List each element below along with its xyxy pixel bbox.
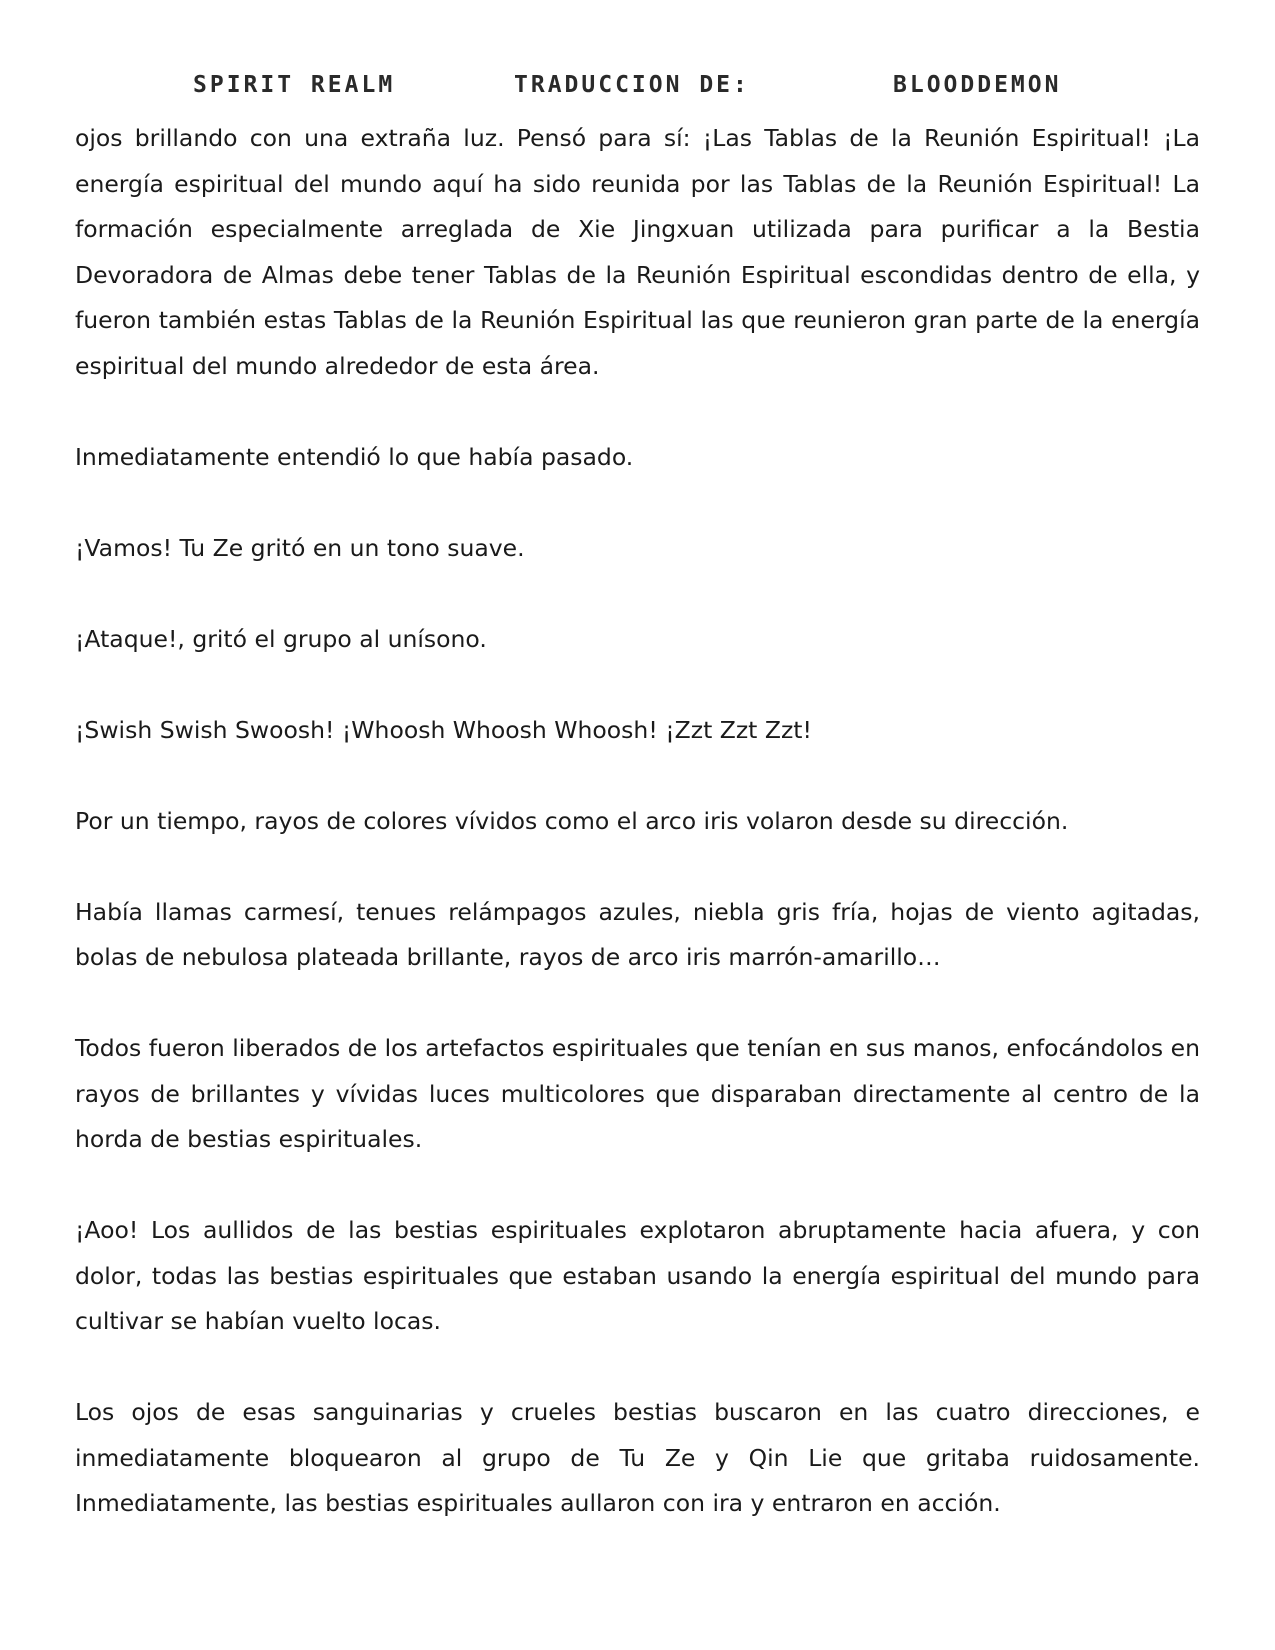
paragraph: ¡Swish Swish Swoosh! ¡Whoosh Whoosh Whoosh! ¡Zzt Zzt Zzt! [75, 715, 812, 744]
header-translator: BLOODDEMON [893, 72, 1062, 98]
paragraph: ¡Aoo! Los aullidos de las bestias espirituales explotaron abruptamente hacia afuera, y con dolor, todas las bestias espirituales que estaban usando la energía espiritual del mundo para cultivar se habían vuelto locas. [75, 1216, 1200, 1335]
paragraph: Todos fueron liberados de los artefactos espirituales que tenían en sus manos, enfocándolos en rayos de brillantes y vívidas luces multicolores que disparaban directamente al centro de la horda de bestias espirituales. [75, 1034, 1200, 1153]
paragraph: ojos brillando con una extraña luz. Pensó para sí: ¡Las Tablas de la Reunión Espiritual! ¡La energía espiritual del mundo aquí ha sido reunida por las Tablas de la Reunión Espiritual! La formación especialmente arreglada de Xie Jingxuan utilizada para purificar a la Bestia Devoradora de Almas debe tener Tablas de la Reunión Espiritual escondidas dentro de ella, y fueron también estas Tablas de la Reunión Espiritual las que reunieron gran parte de la energía espiritual del mundo alrededor de esta área. [75, 124, 1200, 380]
paragraph: Por un tiempo, rayos de colores vívidos como el arco iris volaron desde su dirección. [75, 806, 1069, 835]
page-header [0, 72, 1275, 108]
document-body [75, 116, 1200, 1527]
paragraph: ¡Vamos! Tu Ze gritó en un tono suave. [75, 533, 525, 562]
paragraph: Inmediatamente entendió lo que había pasado. [75, 442, 634, 471]
paragraph: Los ojos de esas sanguinarias y crueles bestias buscaron en las cuatro direcciones, e inmediatamente bloquearon al grupo de Tu Ze y Qin Lie que gritaba ruidosamente. Inmediatamente, las bestias espirituales aullaron con ira y entraron en acción. [75, 1398, 1200, 1517]
paragraph: Había llamas carmesí, tenues relámpagos azules, niebla gris fría, hojas de viento agitadas, bolas de nebulosa plateada brillante, rayos de arco iris marrón-amarillo… [75, 897, 1200, 971]
paragraph: ¡Ataque!, gritó el grupo al unísono. [75, 624, 487, 653]
header-title: SPIRIT REALM [193, 72, 396, 98]
header-translation-label: TRADUCCION DE: [514, 72, 750, 98]
